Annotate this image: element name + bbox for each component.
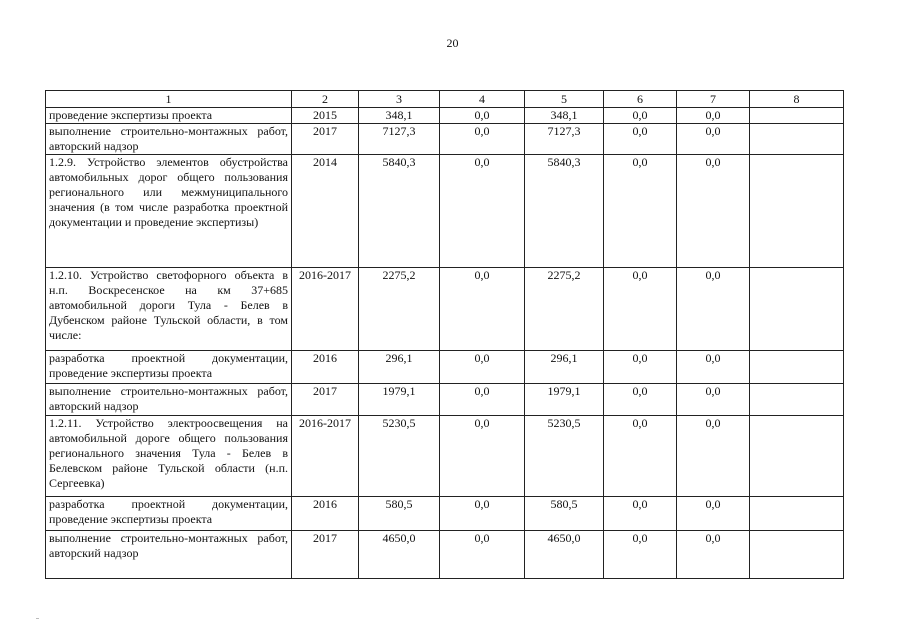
row-description: выполнение строительно-монтажных работ, авторский надзор <box>46 124 292 155</box>
row-value-6: 0,0 <box>604 416 677 497</box>
row-period: 2017 <box>292 124 359 155</box>
row-total: 7127,3 <box>359 124 440 155</box>
scan-speck <box>36 618 39 619</box>
row-value-6: 0,0 <box>604 497 677 531</box>
column-header: 2 <box>292 91 359 108</box>
table-row <box>46 497 844 531</box>
row-value-5: 4650,0 <box>525 531 604 579</box>
row-value-7: 0,0 <box>677 351 750 384</box>
column-header: 6 <box>604 91 677 108</box>
row-value-5: 7127,3 <box>525 124 604 155</box>
row-total: 5230,5 <box>359 416 440 497</box>
row-value-6: 0,0 <box>604 531 677 579</box>
row-value-7: 0,0 <box>677 108 750 124</box>
row-value-6: 0,0 <box>604 351 677 384</box>
row-total: 348,1 <box>359 108 440 124</box>
row-value-4: 0,0 <box>440 416 525 497</box>
row-value-8 <box>750 351 844 384</box>
column-header: 4 <box>440 91 525 108</box>
row-value-8 <box>750 124 844 155</box>
row-total: 580,5 <box>359 497 440 531</box>
row-total: 1979,1 <box>359 384 440 416</box>
table-row <box>46 268 844 351</box>
row-value-7: 0,0 <box>677 268 750 351</box>
table-row <box>46 351 844 384</box>
row-total: 5840,3 <box>359 155 440 268</box>
row-description: выполнение строительно-монтажных работ, авторский надзор <box>46 384 292 416</box>
row-value-4: 0,0 <box>440 155 525 268</box>
row-value-6: 0,0 <box>604 384 677 416</box>
row-value-6: 0,0 <box>604 268 677 351</box>
table-row <box>46 531 844 579</box>
row-value-7: 0,0 <box>677 384 750 416</box>
column-header: 5 <box>525 91 604 108</box>
row-description: разработка проектной документации, проведение экспертизы проекта <box>46 497 292 531</box>
row-description: разработка проектной документации, проведение экспертизы проекта <box>46 351 292 384</box>
row-value-4: 0,0 <box>440 108 525 124</box>
row-value-7: 0,0 <box>677 497 750 531</box>
column-header: 3 <box>359 91 440 108</box>
row-value-5: 1979,1 <box>525 384 604 416</box>
row-description: проведение экспертизы проекта <box>46 108 292 124</box>
budget-table <box>45 90 844 579</box>
row-period: 2016 <box>292 351 359 384</box>
row-value-5: 296,1 <box>525 351 604 384</box>
row-value-8 <box>750 531 844 579</box>
table-row <box>46 416 844 497</box>
row-value-5: 5840,3 <box>525 155 604 268</box>
row-value-7: 0,0 <box>677 155 750 268</box>
row-period: 2014 <box>292 155 359 268</box>
row-value-8 <box>750 155 844 268</box>
column-number-row <box>46 91 844 108</box>
row-period: 2017 <box>292 531 359 579</box>
table-row <box>46 124 844 155</box>
column-header: 7 <box>677 91 750 108</box>
row-period: 2016 <box>292 497 359 531</box>
table-row <box>46 384 844 416</box>
row-value-8 <box>750 384 844 416</box>
row-period: 2015 <box>292 108 359 124</box>
table-row <box>46 108 844 124</box>
table-row <box>46 155 844 268</box>
page-number: 20 <box>446 36 459 50</box>
row-value-7: 0,0 <box>677 124 750 155</box>
row-description: 1.2.11. Устройство электроосвещения на автомобильной дороге общего пользования регионального значения Тула - Белев в Белевском районе Тульской области (н.п. Сергеевка) <box>46 416 292 497</box>
row-value-5: 580,5 <box>525 497 604 531</box>
row-value-5: 2275,2 <box>525 268 604 351</box>
row-value-5: 348,1 <box>525 108 604 124</box>
row-total: 2275,2 <box>359 268 440 351</box>
row-value-4: 0,0 <box>440 531 525 579</box>
row-value-6: 0,0 <box>604 155 677 268</box>
row-value-5: 5230,5 <box>525 416 604 497</box>
row-description: выполнение строительно-монтажных работ, авторский надзор <box>46 531 292 579</box>
row-value-4: 0,0 <box>440 124 525 155</box>
column-header: 8 <box>750 91 844 108</box>
row-value-8 <box>750 416 844 497</box>
row-value-8 <box>750 268 844 351</box>
row-description: 1.2.9. Устройство элементов обустройства автомобильных дорог общего пользования регионального или межмуниципального значения (в том числе разработка проектной документации и проведение экспертизы) <box>46 155 292 268</box>
row-period: 2017 <box>292 384 359 416</box>
row-total: 296,1 <box>359 351 440 384</box>
row-value-8 <box>750 108 844 124</box>
row-value-7: 0,0 <box>677 416 750 497</box>
row-period: 2016-2017 <box>292 416 359 497</box>
row-value-8 <box>750 497 844 531</box>
row-value-6: 0,0 <box>604 108 677 124</box>
row-value-4: 0,0 <box>440 384 525 416</box>
row-total: 4650,0 <box>359 531 440 579</box>
column-header: 1 <box>46 91 292 108</box>
row-value-4: 0,0 <box>440 497 525 531</box>
row-value-7: 0,0 <box>677 531 750 579</box>
row-value-4: 0,0 <box>440 351 525 384</box>
row-description: 1.2.10. Устройство светофорного объекта в н.п. Воскресенское на км 37+685 автомобильной дороги Тула - Белев в Дубенском районе Тульской области, в том числе: <box>46 268 292 351</box>
row-value-4: 0,0 <box>440 268 525 351</box>
row-value-6: 0,0 <box>604 124 677 155</box>
row-period: 2016-2017 <box>292 268 359 351</box>
